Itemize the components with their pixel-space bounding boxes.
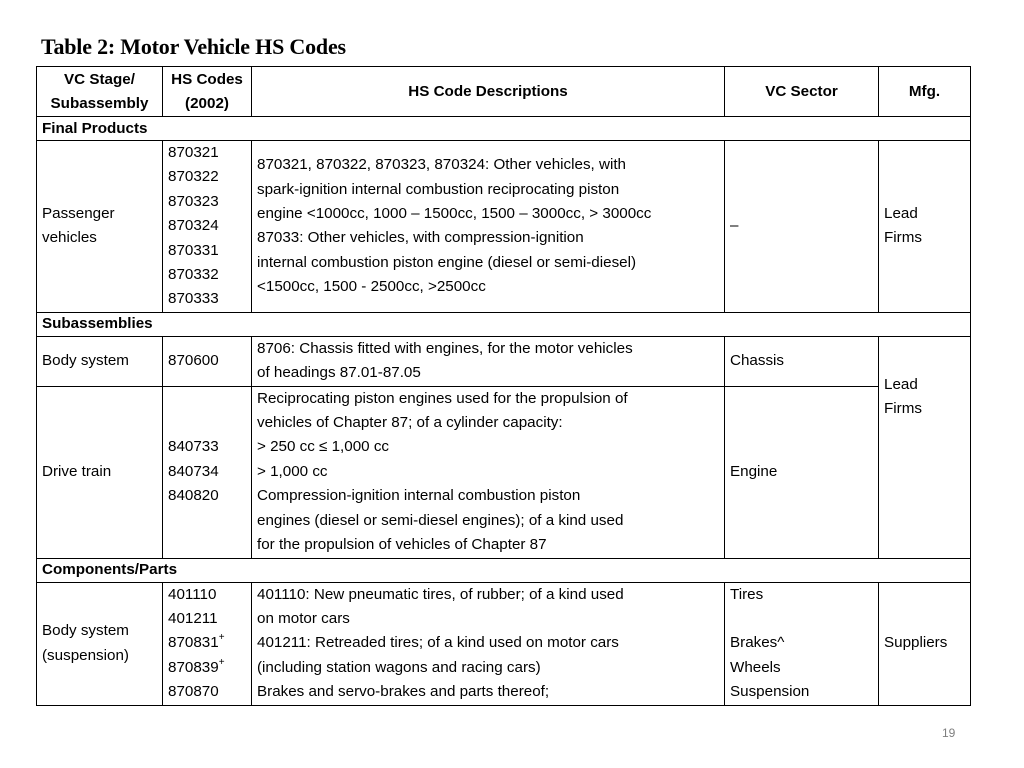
description-cell: 8706: Chassis fitted with engines, for the motor vehicles of headings 87.01-87.05	[252, 336, 725, 386]
description-cell: 870321, 870322, 870323, 870324: Other vehicles, with spark-ignition internal combustion reciprocating piston engine <1000cc, 1000 – 1500cc, 1500 – 3000cc, > 3000cc 87033: Other vehicles, with compression-ignition internal combustion piston engine (diesel or semi-diesel) <1500cc, 1500 - 2500cc, >2500cc	[252, 141, 725, 313]
header-mfg: Mfg.	[879, 67, 971, 117]
table-row	[37, 386, 971, 558]
header-vc-sector: VC Sector	[725, 67, 879, 117]
table-row	[37, 141, 971, 313]
codes-cell: 870321 870322 870323 870324 870331 870332 870333	[163, 141, 252, 313]
table-title: Table 2: Motor Vehicle HS Codes	[41, 34, 346, 59]
codes-cell: 870600	[163, 336, 252, 386]
stage-cell: Body system	[37, 336, 163, 386]
sector-cell: Chassis	[725, 336, 879, 386]
mfg-cell: Suppliers	[879, 582, 971, 705]
section-final-products: Final Products	[37, 117, 971, 141]
description-cell: 401110: New pneumatic tires, of rubber; of a kind used on motor cars 401211: Retreaded tires; of a kind used on motor cars (including station wagons and racing cars) Brakes and servo-brakes and parts thereof;	[252, 582, 725, 705]
hs-codes-table	[36, 66, 971, 706]
sector-cell: –	[725, 141, 879, 313]
sector-cell: Tires Brakes^ Wheels Suspension	[725, 582, 879, 705]
mfg-cell: Lead Firms	[879, 336, 971, 558]
header-hs-codes: HS Codes (2002)	[163, 67, 252, 117]
description-cell: Reciprocating piston engines used for the propulsion of vehicles of Chapter 87; of a cylinder capacity: > 250 cc ≤ 1,000 cc > 1,000 cc Compression-ignition internal combustion piston engines (diesel or semi-diesel engines); of a kind used for the propulsion of vehicles of Chapter 87	[252, 386, 725, 558]
section-subassemblies: Subassemblies	[37, 312, 971, 336]
stage-cell: Passenger vehicles	[37, 141, 163, 313]
stage-cell: Body system (suspension)	[37, 582, 163, 705]
header-descriptions: HS Code Descriptions	[252, 67, 725, 117]
table-row	[37, 582, 971, 705]
stage-cell: Drive train	[37, 386, 163, 558]
sector-cell: Engine	[725, 386, 879, 558]
section-components: Components/Parts	[37, 558, 971, 582]
table-row	[37, 336, 971, 386]
mfg-cell: Lead Firms	[879, 141, 971, 313]
codes-cell: 401110 401211 870831+ 870839+ 870870	[163, 582, 252, 705]
codes-cell: 840733 840734 840820	[163, 386, 252, 558]
header-vc-stage: VC Stage/ Subassembly	[37, 67, 163, 117]
page-number: 19	[942, 726, 956, 740]
header-row	[37, 67, 971, 117]
